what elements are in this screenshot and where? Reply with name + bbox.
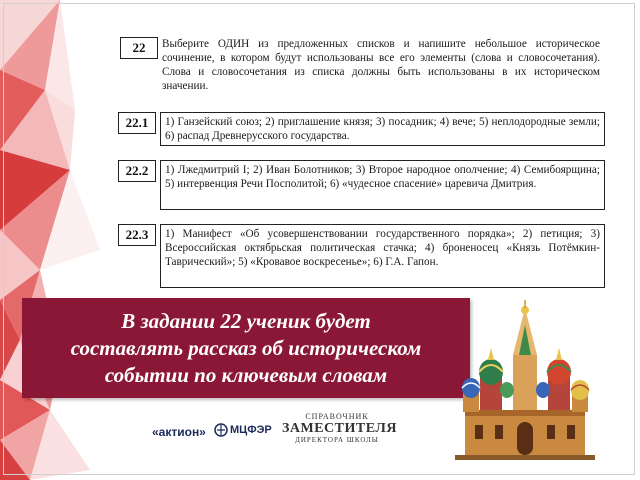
option-22-1-text: 1) Ганзейский союз; 2) приглашение князя; 3) посадник; 4) вече; 5) неплодородные земли; 6) распад Древнерусского государства. — [165, 116, 600, 142]
cathedral-illustration — [455, 300, 595, 460]
mcfer-label: МЦФЭР — [230, 424, 272, 436]
option-22-2-box — [160, 160, 605, 210]
option-22-3-text: 1) Манифест «Об усовершенствовании государственного порядка»; 2) петиция; 3) Всероссийская октябрьская политическая стачка; 4) броненосец «Князь Потёмкин-Таврический»; 5) «Кровавое воскресенье»; 6) Г.А. Гапон. — [165, 228, 600, 268]
banner-line-2: составлять рассказ об историческом — [70, 335, 422, 360]
banner-line-3: событии по ключевым словам — [104, 362, 388, 387]
reference-line-3: ДИРЕКТОРА ШКОЛЫ — [295, 436, 379, 444]
option-22-1-box — [160, 112, 605, 146]
decorative-triangles — [0, 0, 130, 480]
option-22-3-box — [160, 224, 605, 288]
task-instructions: Выберите ОДИН из предложенных списков и напишите небольшое историческое сочинение, в котором будут использованы все его элементы (слова и словосочетания). Слова и словосочетания из списка должны быть использованы в их историческом значении. — [162, 38, 600, 92]
reference-line-1: СПРАВОЧНИК — [305, 412, 369, 421]
option-number-22-1: 22.1 — [118, 112, 156, 134]
option-number-22-3: 22.3 — [118, 224, 156, 246]
aktion-logo: «актион» — [152, 425, 206, 439]
option-22-2-text: 1) Лжедмитрий I; 2) Иван Болотников; 3) Второе народное ополчение; 4) Семибоярщина; 5) интервенция Речи Посполитой; 6) «чудесное спасение» царевича Дмитрия. — [165, 164, 600, 190]
reference-line-2: ЗАМЕСТИТЕЛЯ — [282, 421, 397, 436]
option-number-22-2: 22.2 — [118, 160, 156, 182]
summary-banner — [22, 298, 470, 398]
mcfer-logo — [214, 423, 272, 437]
mcfer-emblem-icon — [214, 423, 228, 437]
reference-logo — [282, 412, 397, 444]
task-number: 22 — [120, 37, 158, 59]
banner-line-1: В задании 22 ученик будет — [121, 308, 371, 333]
